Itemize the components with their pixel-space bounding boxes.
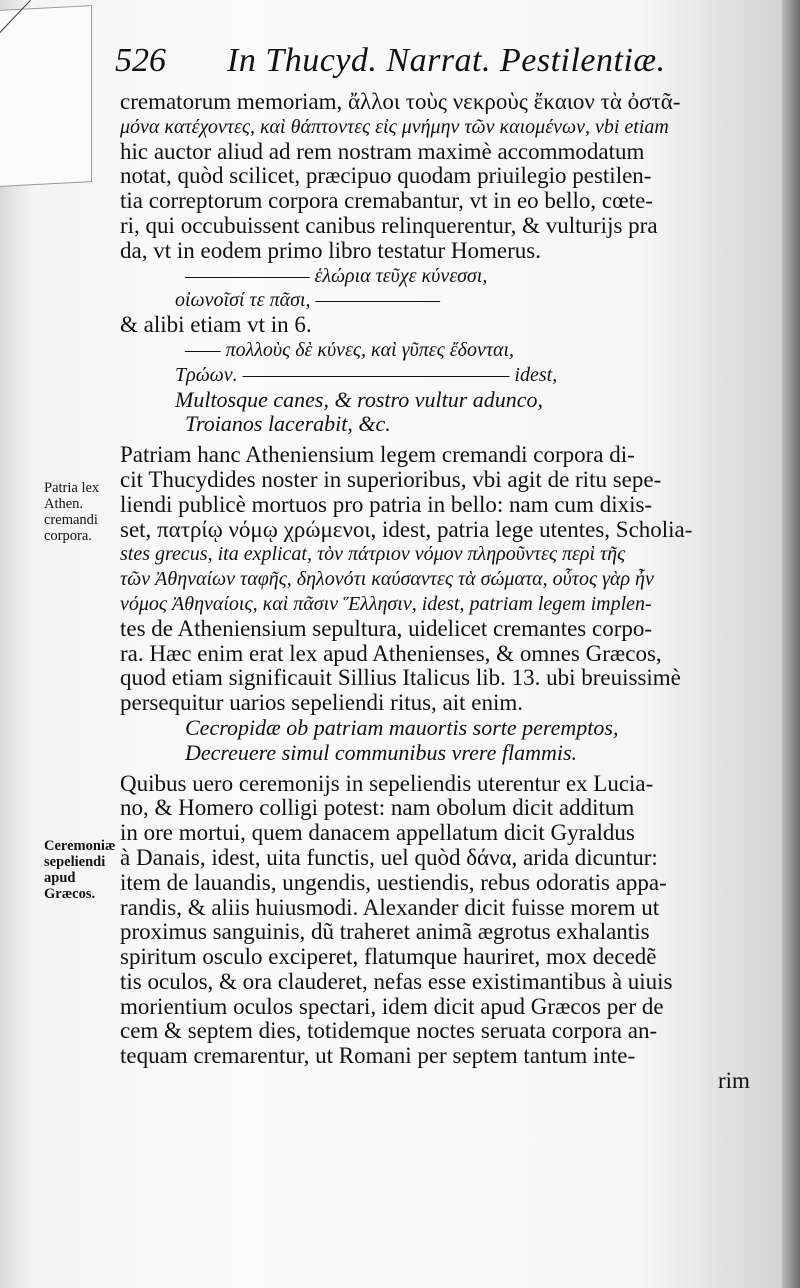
- text-line: νόμος Ἀθηναίοις, καὶ πᾶσιν Ἕλλησιν, idest, patriam legem implen-: [120, 592, 652, 615]
- text-line: spiritum osculo exciperet, flatumque hauriret, mox decedẽ: [120, 945, 657, 970]
- paper-tab: [0, 5, 92, 188]
- margin-note: Patria lex Athen. cremandi corpora.: [44, 480, 100, 544]
- text-line: hic auctor aliud ad rem nostram maximè accommodatum: [120, 139, 645, 164]
- verse-line: Τρώων. ——————————————— idest,: [175, 363, 558, 386]
- verse-line: Decreuere simul communibus vrere flammis.: [185, 740, 578, 765]
- text-line: μόνα κατέχοντες, καὶ θάπτοντες εἰς μνήμην τῶν καιομένων, vbi etiam: [120, 115, 669, 138]
- text-line: tia correptorum corpora cremabantur, vt in eo bello, cœte-: [120, 189, 653, 214]
- page-number: 526: [115, 42, 166, 79]
- text-line: crematorum memoriam, ἄλλοι τοὺς νεκροὺς ἔκαιον τὰ ὀστᾶ-: [120, 90, 681, 114]
- text-line: ra. Hæc enim erat lex apud Athenienses, & omnes Græcos,: [120, 641, 662, 666]
- text-line: in ore mortui, quem danacem appellatum dicit Gyraldus: [120, 821, 635, 846]
- running-head: In Thucyd. Narrat. Pestilentiæ.: [227, 42, 666, 79]
- text-line: Quibus uero ceremonijs in sepeliendis uterentur ex Lucia-: [120, 771, 654, 796]
- text-line: randis, & aliis huiusmodi. Alexander dicit fuisse morem ut: [120, 895, 660, 920]
- text-line: item de lauandis, ungendis, uestiendis, rebus odoratis appa-: [120, 870, 667, 895]
- verse-line: ——————— ἑλώρια τεῦχε κύνεσσι,: [185, 264, 488, 287]
- verse-line: οἰωνοῖσί τε πᾶσι, ———————: [175, 289, 440, 312]
- text-line: & alibi etiam vt in 6.: [120, 313, 312, 338]
- page-header: [115, 42, 675, 88]
- margin-note: Ceremoniæ sepeliendi apud Græcos.: [44, 838, 116, 902]
- text-line: notat, quòd scilicet, præcipuo quodam priuilegio pestilen-: [120, 164, 652, 189]
- verse-line: Multosque canes, & rostro vultur adunco,: [175, 387, 544, 412]
- text-line: à Danais, idest, uita functis, uel quòd δάνα, arida dicuntur:: [120, 845, 658, 870]
- text-line: tes de Atheniensium sepultura, uidelicet cremantes corpo-: [120, 616, 653, 641]
- text-line: morientium oculos spectari, idem dicit apud Græcos per de: [120, 994, 664, 1019]
- text-line: quod etiam significauit Sillius Italicus lib. 13. ubi breuissimè: [120, 666, 681, 691]
- verse-line: Cecropidæ ob patriam mauortis sorte peremptos,: [185, 715, 619, 740]
- text-line: set, πατρίῳ νόμῳ χρώμενοι, idest, patria lege utentes, Scholia-: [120, 517, 693, 542]
- text-line: cem & septem dies, totidemque noctes seruata corpora an-: [120, 1019, 658, 1044]
- page-edge-shadow: [782, 0, 800, 1288]
- text-line: liendi publicè mortuos pro patria in bello: nam cum dixis-: [120, 492, 653, 517]
- text-line: cit Thucydides noster in superioribus, vbi agit de ritu sepe-: [120, 467, 662, 492]
- text-line: no, & Homero colligi potest: nam obolum dicit additum: [120, 796, 635, 821]
- text-line: tequam cremarentur, ut Romani per septem tantum inte-: [120, 1044, 636, 1069]
- text-line: tis oculos, & ora clauderet, nefas esse existimantibus à uiuis: [120, 969, 673, 994]
- text-line: persequitur uarios sepeliendi ritus, ait enim.: [120, 691, 524, 716]
- text-line: proximus sanguinis, dũ traheret animã ægrotus exhalantis: [120, 920, 650, 945]
- text-line: Patriam hanc Atheniensium legem cremandi corpora di-: [120, 443, 635, 468]
- body-text: [120, 90, 765, 1094]
- catchword: rim: [718, 1069, 750, 1094]
- verse-line: Troianos lacerabit, &c.: [185, 412, 391, 437]
- verse-line: —— πολλοὺς δὲ κύνες, καὶ γῦπες ἔδονται,: [185, 338, 515, 361]
- text-line: stes grecus, ita explicat, τὸν πάτριον νόμον πληροῦντες περὶ τῆς: [120, 543, 626, 566]
- text-line: τῶν Ἀθηναίων ταφῆς, δηλονότι καύσαντες τὰ σώματα, οὗτος γὰρ ἦν: [120, 568, 654, 591]
- text-line: ri, qui occubuissent canibus relinquerentur, & vulturijs pra: [120, 213, 658, 238]
- text-line: da, vt in eodem primo libro testatur Homerus.: [120, 238, 541, 263]
